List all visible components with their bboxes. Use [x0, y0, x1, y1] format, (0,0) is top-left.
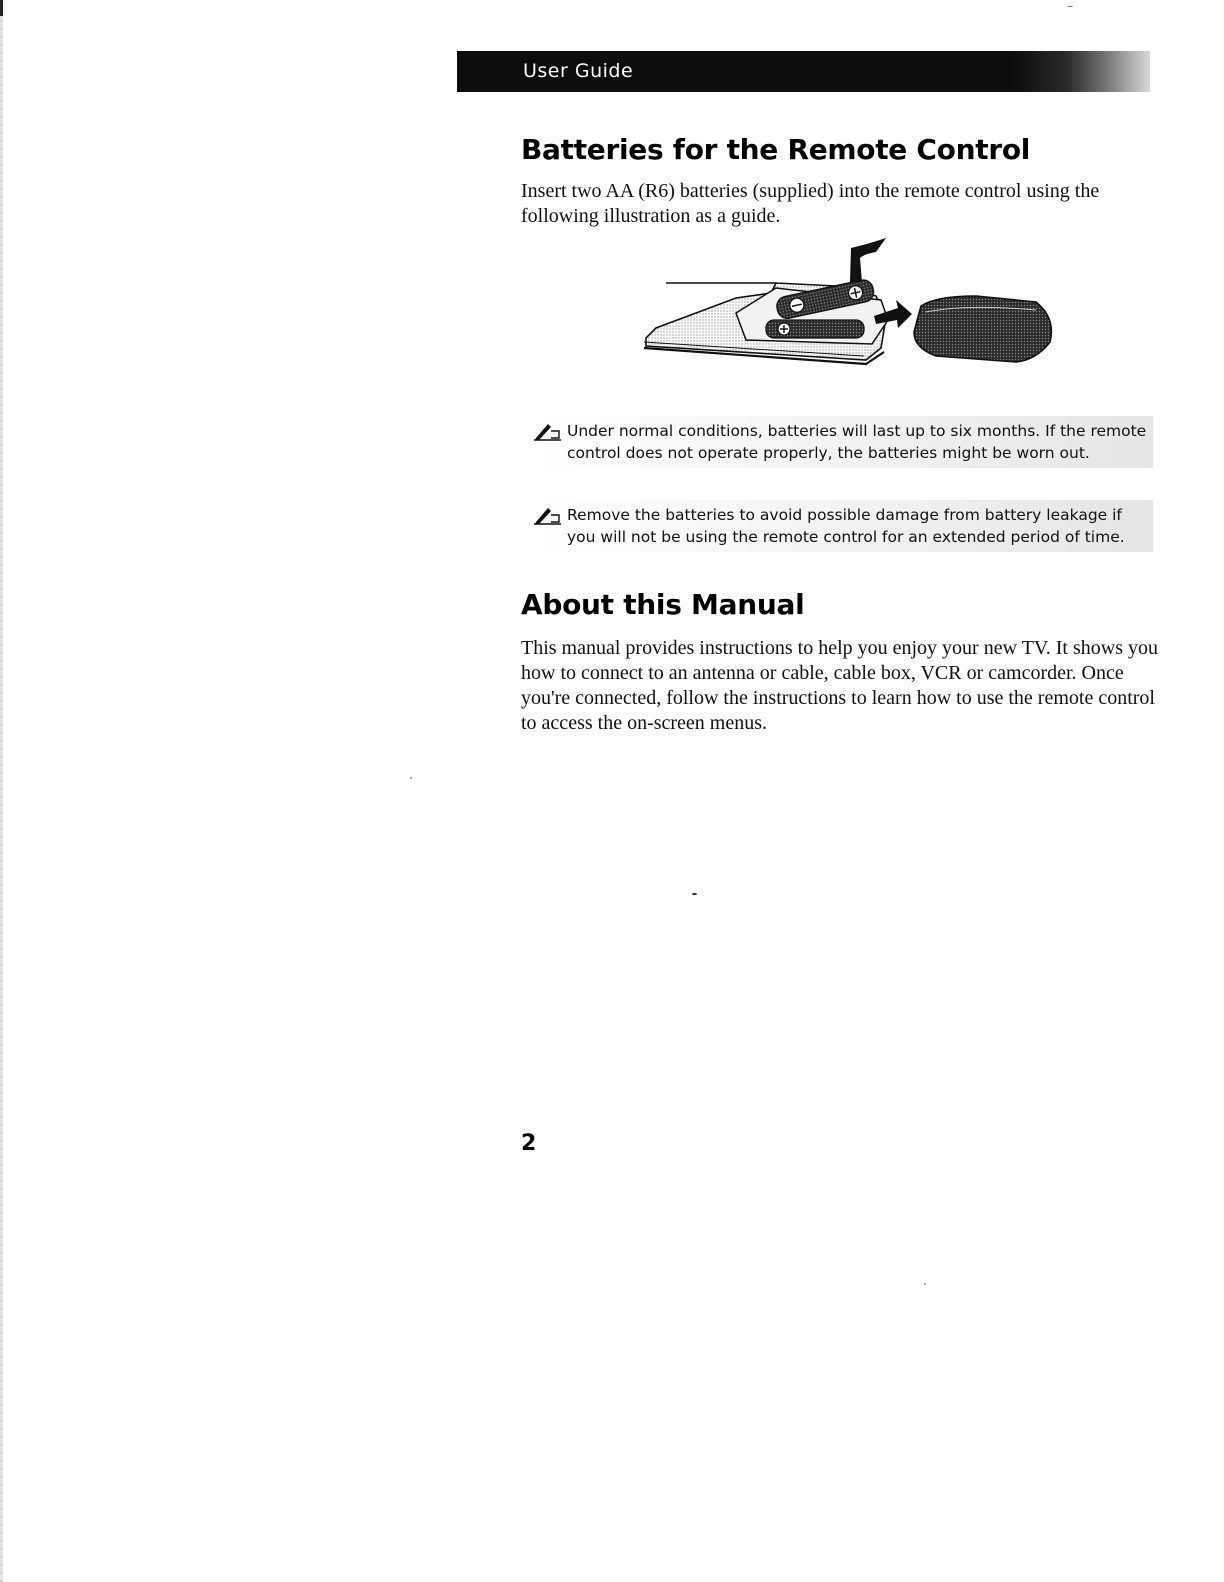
- note-pencil-icon: [533, 505, 567, 527]
- section-about-manual: [521, 588, 1161, 736]
- note-battery-leakage: [533, 500, 1153, 552]
- page-number: 2: [521, 1131, 537, 1156]
- scan-speck: [924, 1283, 926, 1285]
- note-text: Remove the batteries to avoid possible damage from battery leakage if you will not be using the remote control for an extended period of time.: [567, 506, 1125, 546]
- section-body: Insert two AA (R6) batteries (supplied) into the remote control using the following illustration as a guide.: [521, 180, 1100, 227]
- scan-mark: [0, 0, 3, 16]
- remote-battery-insertion-illustration: [636, 238, 1060, 372]
- section-heading: Batteries for the Remote Control: [521, 133, 1031, 166]
- scan-speck: [410, 777, 412, 779]
- section-heading: About this Manual: [521, 588, 805, 621]
- section-body: This manual provides instructions to help you enjoy your new TV. It shows you how to connect to an antenna or cable, cable box, VCR or camcorder. Once you're connected, follow the instructions to learn how to use the remote control to access the on-screen menus.: [521, 637, 1158, 734]
- header-bar: [457, 51, 1150, 92]
- remote-battery-illustration: [636, 238, 1060, 372]
- note-battery-life: [533, 416, 1153, 468]
- scan-speck: [692, 893, 697, 895]
- scan-edge: [0, 0, 3, 1582]
- section-batteries: [521, 133, 1161, 229]
- header-title: User Guide: [523, 60, 634, 82]
- note-pencil-icon: [533, 421, 567, 443]
- scan-speck: [1067, 6, 1073, 7]
- note-text: Under normal conditions, batteries will last up to six months. If the remote control does not operate properly, the batteries might be worn out.: [567, 422, 1147, 462]
